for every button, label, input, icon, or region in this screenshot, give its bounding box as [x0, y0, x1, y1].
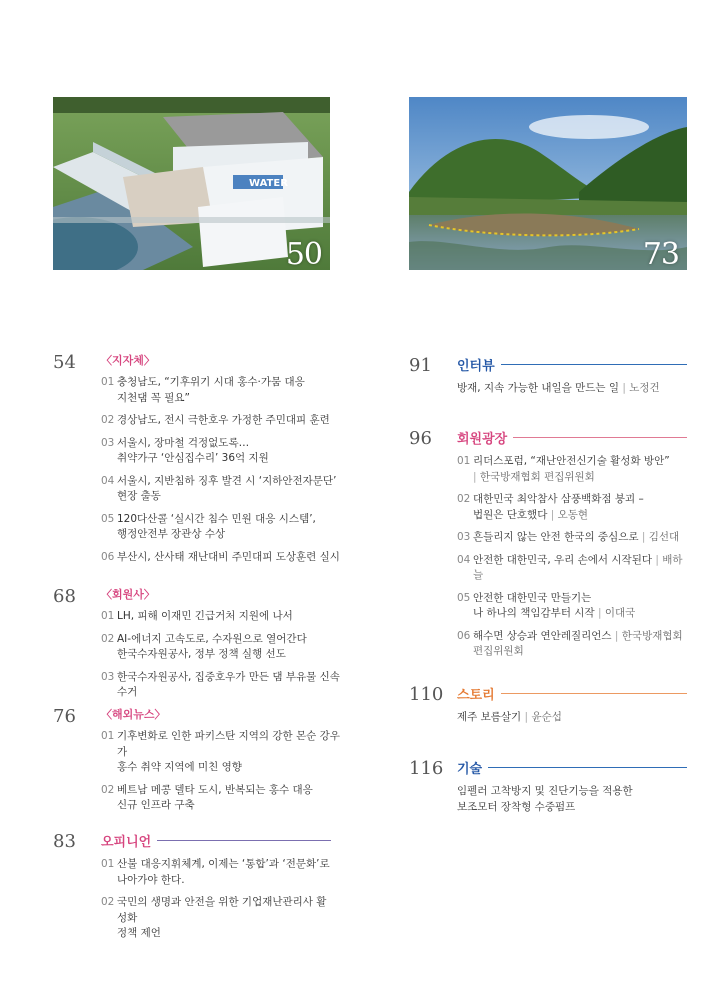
toc-item[interactable]: 05 120다산콜 ‘실시간 침수 민원 대응 시스템’, 행정안전부 장관상 수상 — [101, 512, 316, 540]
toc-item[interactable]: 05 안전한 대한민국 만들기는 나 하나의 책임감부터 시작 | 이대국 — [457, 591, 636, 619]
category-heading: 오피니언 — [101, 831, 331, 850]
author: 윤순섭 — [531, 711, 562, 723]
toc-item[interactable]: 01 충청남도, “기후위기 시대 홍수·가뭄 대응 지천댐 꼭 필요” — [101, 376, 305, 404]
author: 노정건 — [629, 382, 660, 394]
toc-item[interactable]: 02 국민의 생명과 안전을 위한 기업재난관리사 활성화 정책 제언 — [101, 896, 327, 939]
toc-item[interactable]: 01 기후변화로 인한 파키스탄 지역의 강한 몬순 강우가 홍수 취약 지역에 미친 영향 — [101, 730, 340, 773]
toc-item[interactable]: 01 산불 대응지휘체계, 이제는 ‘통합’과 ‘전문화’로 나아가야 한다. — [101, 858, 330, 886]
page-number: 110 — [409, 684, 444, 705]
category-heading: 기술 — [457, 758, 687, 777]
heading-rule — [513, 437, 687, 438]
toc-item[interactable]: 03 서울시, 장마철 걱정없도록… 취약가구 ‘안심집수리’ 36억 지원 — [101, 436, 269, 464]
heading-rule — [488, 767, 687, 768]
heading-rule — [501, 364, 687, 365]
page-number: 54 — [53, 352, 76, 373]
page-number: 91 — [409, 355, 432, 376]
category-label: 〈지자체〉 — [101, 354, 155, 367]
author: 한국방재협회 편집위원회 — [479, 470, 595, 483]
toc-item[interactable]: 01 LH, 피해 이재민 긴급거처 지원에 나서 — [101, 610, 293, 622]
page-number-50: 50 — [285, 237, 322, 270]
toc-item[interactable]: 01 리더스포럼, “재난안전신기술 활성화 방안” | 한국방재협회 편집위원회 — [457, 455, 670, 483]
feature-photo-water-facility[interactable] — [53, 97, 330, 270]
toc-item[interactable]: 02 AI-에너지 고속도로, 수자원으로 열어간다 한국수자원공사, 정부 정책 실행 선도 — [101, 632, 307, 660]
page-number: 83 — [53, 831, 76, 852]
toc-item[interactable]: 방재, 지속 가능한 내일을 만드는 일 | 노정건 — [457, 382, 660, 394]
toc-item[interactable]: 03 흔들리지 않는 안전 한국의 중심으로 | 김선대 — [457, 531, 680, 543]
category-heading: 인터뷰 — [457, 355, 687, 374]
toc-item[interactable]: 임펠러 고착방지 및 진단기능을 적용한 보조모터 장착형 수중펌프 — [457, 785, 633, 813]
heading-rule — [157, 840, 331, 841]
toc-item[interactable]: 제주 보름살기 | 윤순섭 — [457, 711, 562, 723]
page-number-73: 73 — [642, 237, 679, 270]
category-label: 〈회원사〉 — [101, 588, 155, 601]
toc-item[interactable]: 02 베트남 메콩 델타 도시, 반복되는 홍수 대응 신규 인프라 구축 — [101, 783, 313, 811]
page-number: 116 — [409, 758, 444, 779]
category-heading: 회원광장 — [457, 428, 687, 447]
feature-photo-dam-lake[interactable] — [409, 97, 687, 270]
toc-item[interactable]: 02 대한민국 최악참사 삼풍백화점 붕괴 – 법원은 단호했다 | 오동현 — [457, 493, 644, 521]
facility-sign-text: WATER — [249, 178, 288, 189]
toc-item[interactable]: 04 안전한 대한민국, 우리 손에서 시작된다 | 배하늘 — [457, 553, 683, 581]
toc-item[interactable]: 06 부산시, 산사태 재난대비 주민대피 도상훈련 실시 — [101, 550, 340, 563]
author: 김선대 — [648, 531, 680, 543]
toc-item[interactable]: 04 서울시, 지반침하 징후 발견 시 ‘지하안전자문단’ 현장 출동 — [101, 474, 337, 502]
author: 오동현 — [557, 508, 589, 521]
toc-item[interactable]: 03 한국수자원공사, 집중호우가 만든 댐 부유물 신속 수거 — [101, 670, 340, 698]
author: 이대국 — [604, 607, 636, 619]
category-label: 〈해외뉴스〉 — [101, 708, 166, 721]
toc-item[interactable]: 02 경상남도, 전시 극한호우 가정한 주민대피 훈련 — [101, 414, 330, 426]
category-heading: 스토리 — [457, 684, 687, 703]
toc-item[interactable]: 06 해수면 상승과 연안레질리언스 | 한국방재협회 편집위원회 — [457, 629, 683, 657]
heading-rule — [501, 693, 687, 694]
page-number: 96 — [409, 428, 432, 449]
author: 배하늘 — [473, 553, 683, 581]
author: 한국방재협회 — [621, 629, 683, 642]
page-number: 68 — [53, 586, 76, 607]
page-number: 76 — [53, 706, 76, 727]
